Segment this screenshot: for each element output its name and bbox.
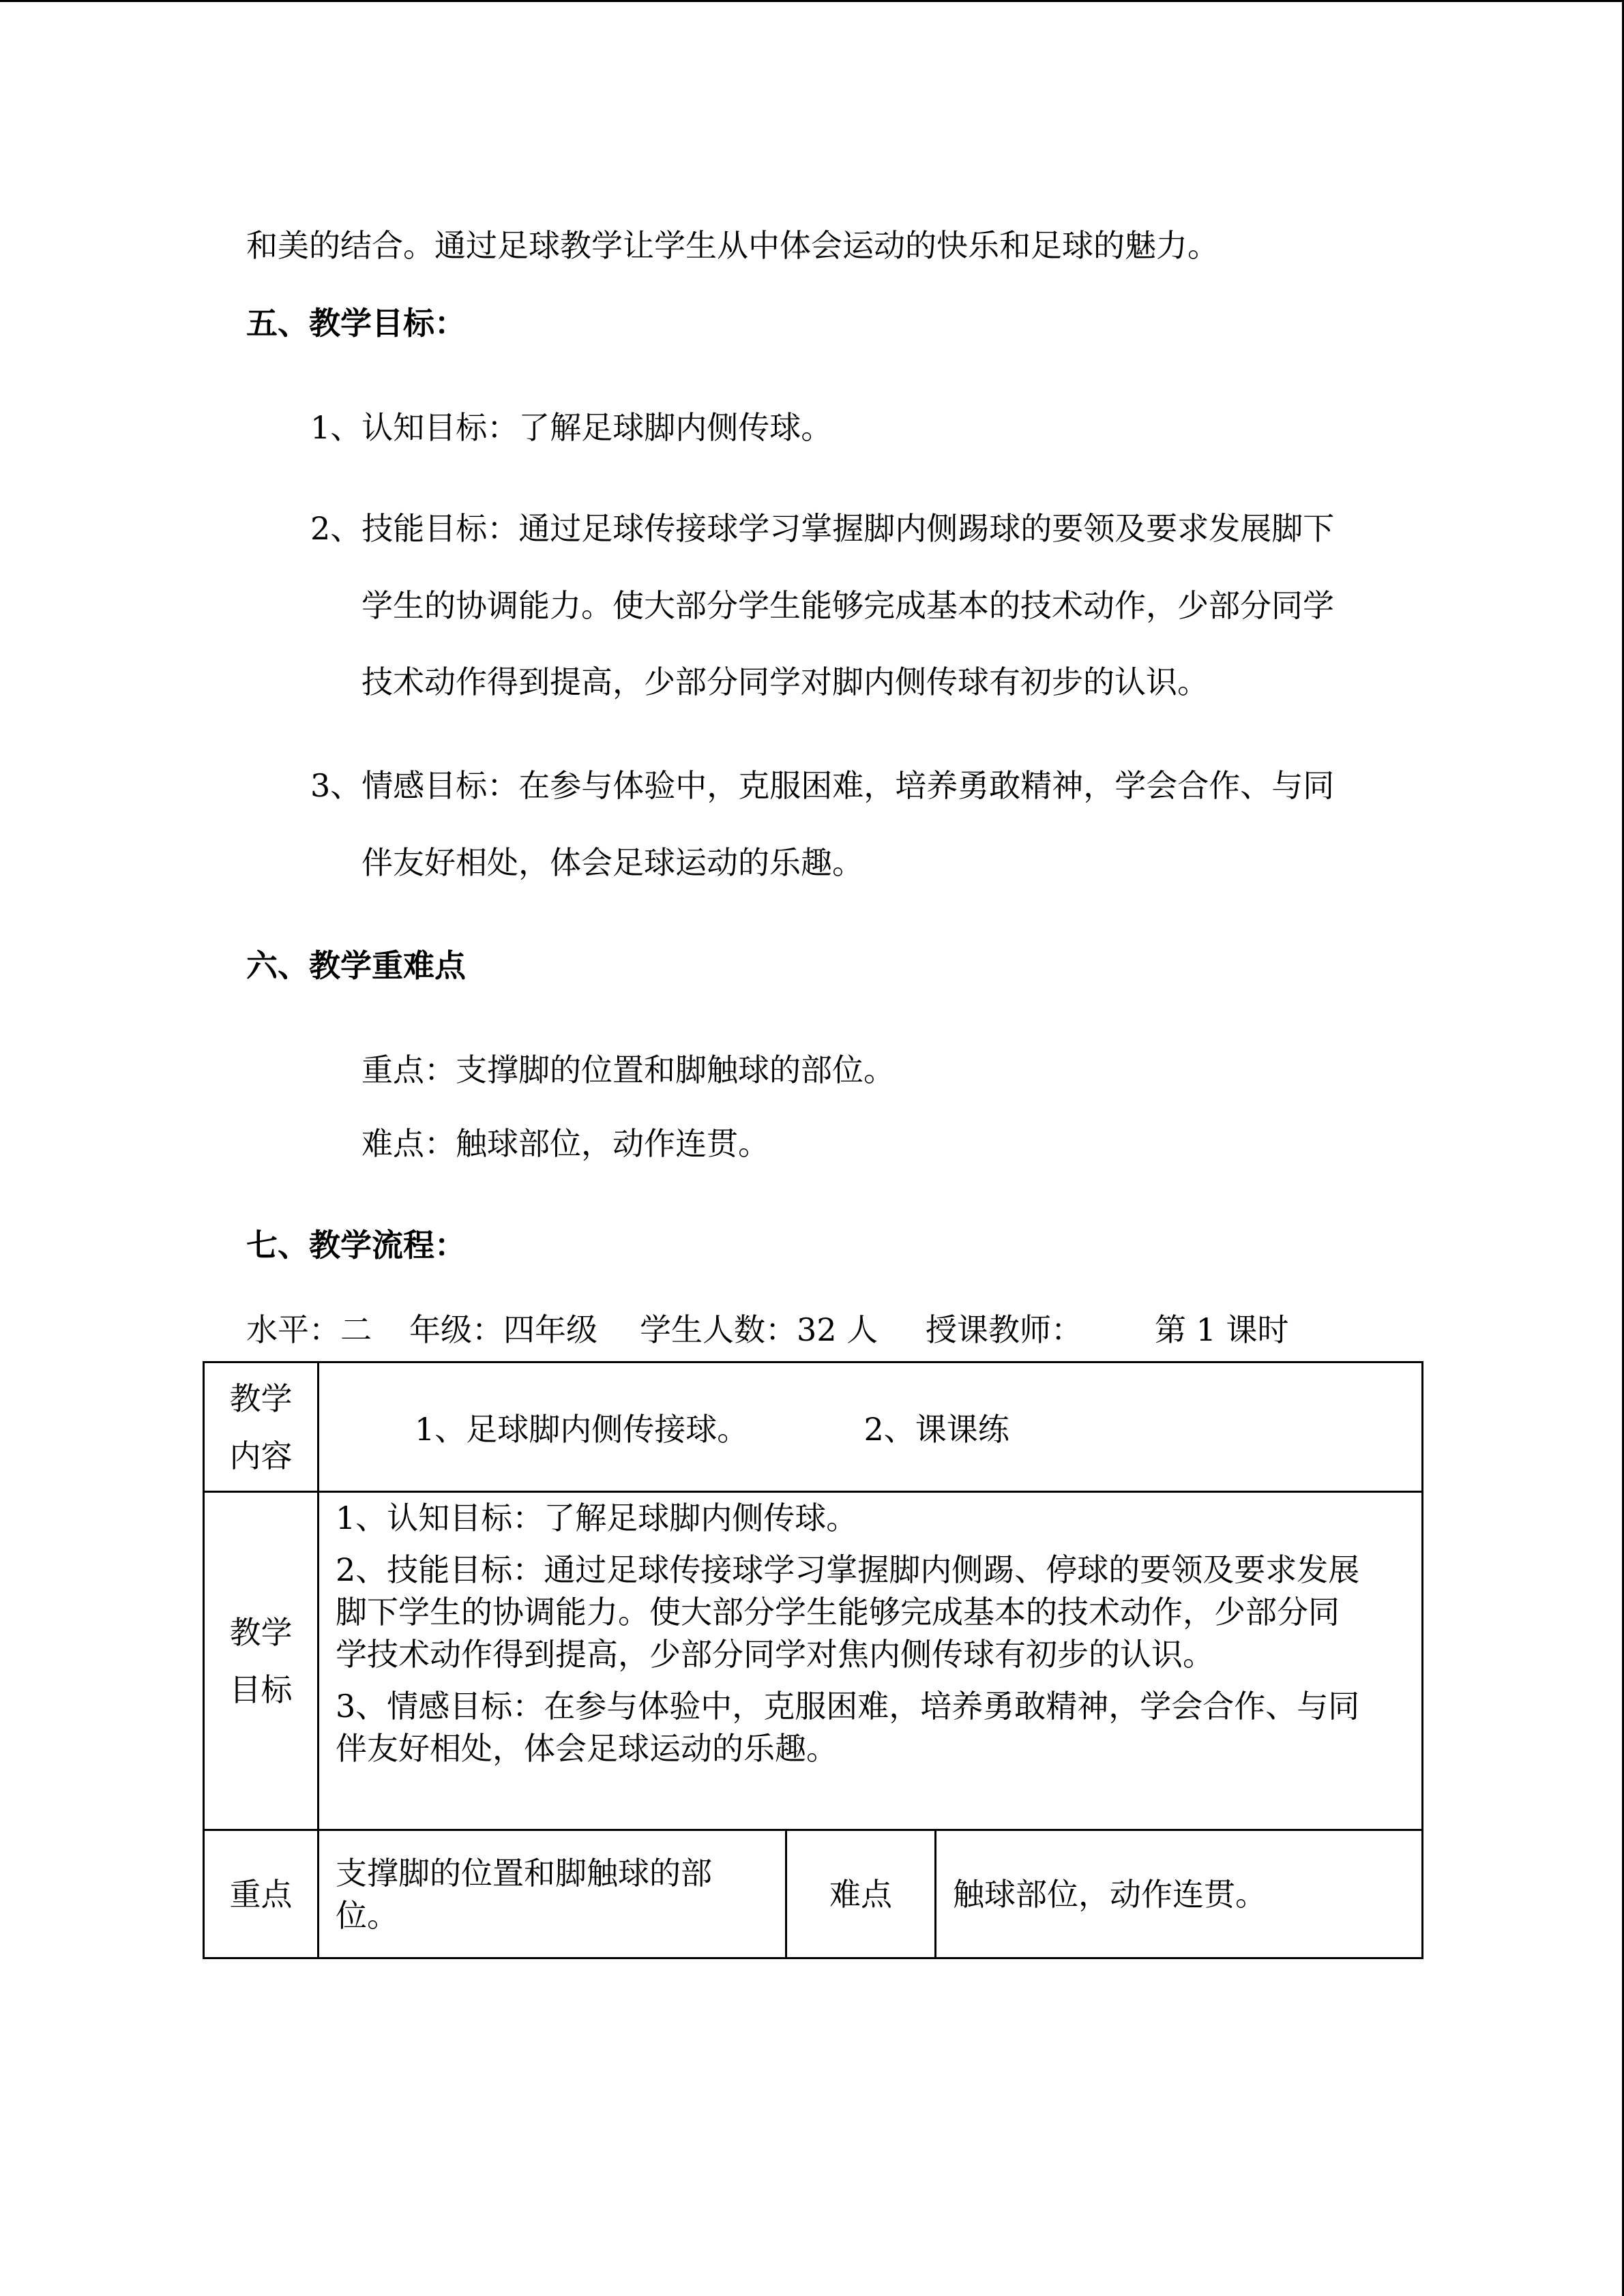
goals-label-line2: 目标 (229, 1671, 293, 1708)
key-point: 重点：支撑脚的位置和脚触球的部位。 (361, 1052, 895, 1088)
goal-skill-line3: 技术动作得到提高，少部分同学对脚内侧传球有初步的认识。 (361, 664, 1209, 700)
goal-emotion-line2: 伴友好相处，体会足球运动的乐趣。 (361, 844, 863, 881)
info-level: 水平：二 (246, 1311, 372, 1348)
info-grade: 年级：四年级 (409, 1311, 597, 1348)
table-goal-emotion-line1: 3、情感目标：在参与体验中，克服困难，培养勇敢精神，学会合作、与同 (336, 1688, 1360, 1725)
section7-title: 七、教学流程： (246, 1227, 466, 1264)
table-goal-skill-line1: 2、技能目标：通过足球传接球学习掌握脚内侧踢、停球的要领及要求发展 (336, 1551, 1360, 1588)
goals-label-cell (204, 1492, 319, 1830)
content-cell (319, 1362, 1423, 1492)
intro-continuation: 和美的结合。通过足球教学让学生从中体会运动的快乐和足球的魅力。 (246, 227, 1219, 264)
table-goal-emotion-line2: 伴友好相处，体会足球运动的乐趣。 (336, 1730, 838, 1767)
goals-label-line1: 教学 (229, 1613, 293, 1651)
content-label-cell (204, 1362, 319, 1492)
table-row-content (204, 1362, 1423, 1492)
key-text-line1: 支撑脚的位置和脚触球的部 (336, 1854, 712, 1892)
section6-title: 六、教学重难点 (246, 947, 466, 984)
content-label-line2: 内容 (229, 1437, 293, 1474)
difficulty-cell: 触球部位，动作连贯。 (936, 1830, 1423, 1958)
key-text-line2: 位。 (336, 1896, 398, 1934)
page-top-border (0, 0, 1624, 2)
goal-skill-line2: 学生的协调能力。使大部分学生能够完成基本的技术动作，少部分同学 (361, 587, 1334, 624)
table-row-keypoints (204, 1830, 1423, 1958)
content-label-line1: 教学 (229, 1380, 293, 1417)
goal-cognitive: 1、认知目标：了解足球脚内侧传球。 (310, 409, 833, 446)
difficulty: 难点：触球部位，动作连贯。 (361, 1125, 769, 1162)
goal-emotion-line1: 3、情感目标：在参与体验中，克服困难，培养勇敢精神，学会合作、与同 (310, 767, 1335, 804)
info-teacher: 授课教师： (926, 1311, 1082, 1348)
content-item2: 2、课课练 (863, 1410, 1009, 1448)
info-lesson: 第 1 课时 (1155, 1311, 1289, 1348)
table-row-goals (204, 1492, 1423, 1830)
key-label-cell: 重点 (204, 1830, 319, 1958)
table-goal-cognitive: 1、认知目标：了解足球脚内侧传球。 (336, 1500, 858, 1536)
goal-skill-line1: 2、技能目标：通过足球传接球学习掌握脚内侧踢球的要领及要求发展脚下 (310, 510, 1335, 547)
goals-cell (319, 1492, 1423, 1830)
difficulty-label-cell: 难点 (786, 1830, 936, 1958)
key-cell (319, 1830, 786, 1958)
table-goal-skill-line3: 学技术动作得到提高，少部分同学对焦内侧传球有初步的认识。 (336, 1636, 1214, 1673)
table-goal-skill-line2: 脚下学生的协调能力。使大部分学生能够完成基本的技术动作，少部分同 (336, 1594, 1340, 1630)
content-item1: 1、足球脚内侧传接球。 (415, 1410, 749, 1448)
section5-title: 五、教学目标： (246, 305, 466, 342)
info-students: 学生人数：32 人 (640, 1311, 879, 1348)
lesson-plan-table (203, 1361, 1423, 1959)
